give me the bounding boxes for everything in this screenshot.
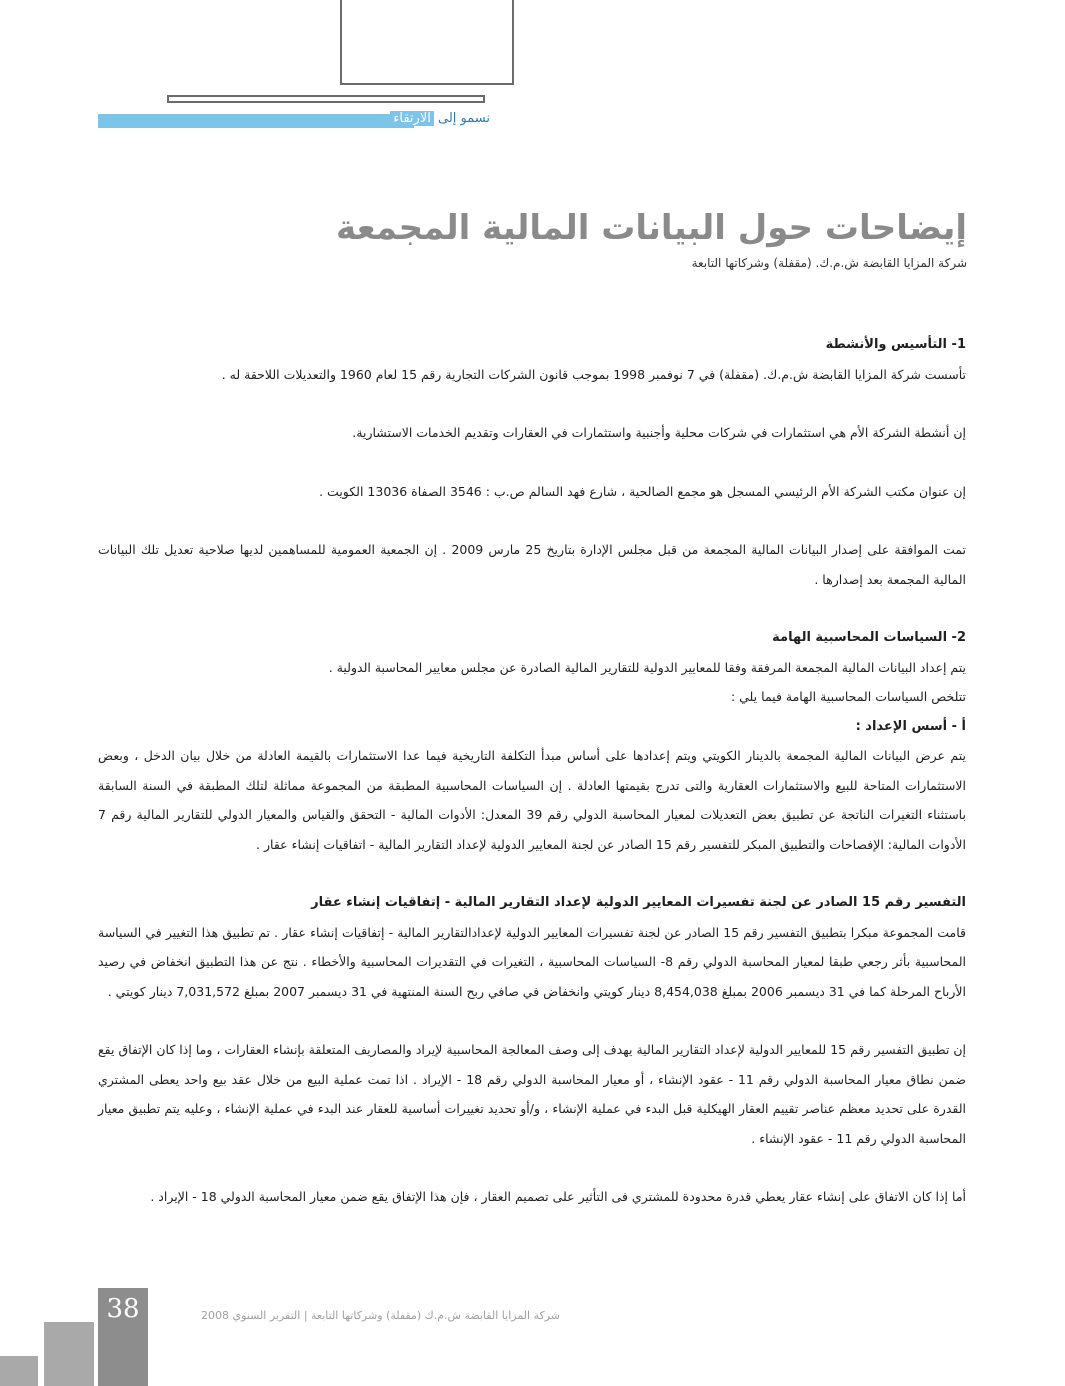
section-2a-heading: أ - أسس الإعداد :	[855, 718, 966, 734]
paragraph: أما إذا كان الاتفاق على إنشاء عقار يعطي قدرة محدودة للمشتري فى التأثير على تصميم العقار ، فإن هذا الإتفاق يقع ضمن معيار المحاسبة الدولي 18 - الإيراد .	[150, 1189, 966, 1204]
paragraph: إن أنشطة الشركة الأم هي استثمارات في شركات محلية وأجنبية واستثمارات في العقارات وتقديم الخدمات الاستشارية.	[352, 425, 966, 440]
decorative-frame-box	[340, 0, 514, 85]
section-1-heading: 1- التأسيس والأنشطة	[825, 337, 966, 352]
tagline-highlight: الارتقاء	[390, 111, 434, 126]
document-body	[98, 330, 966, 1212]
page-number: 38	[98, 1288, 148, 1386]
section-3-heading: التفسير رقم 15 الصادر عن لجنة تفسيرات المعايير الدولية لإعداد التقارير المالية - إتفاقيات إنشاء عقار	[311, 895, 966, 910]
paragraph: تأسست شركة المزايا القابضة ش.م.ك. (مقفلة) في 7 نوفمبر 1998 بموجب قانون الشركات التجارية رقم 15 لعام 1960 والتعديلات اللاحقة له .	[221, 366, 966, 382]
paragraph: تمت الموافقة على إصدار البيانات المالية المجمعة من قبل مجلس الإدارة بتاريخ 25 مارس 2009 . إن الجمعية العمومية للمساهمين لديها صلاحية تعديل تلك البيانات المالية المجمعة بعد إصدارها .	[98, 542, 966, 587]
decorative-frame-bar	[167, 95, 485, 103]
section-2-heading: 2- السياسات المحاسبية الهامة	[772, 630, 966, 645]
paragraph: إن عنوان مكتب الشركة الأم الرئيسي المسجل هو مجمع الصالحية ، شارع فهد السالم ص.ب : 3546 الصفاة 13036 الكويت .	[319, 483, 966, 499]
footer-text: شركة المزايا القابضة ش.م.ك (مقفلة) وشركاتها التابعة | التقرير السنوي 2008	[201, 1309, 560, 1322]
page-title: إيضاحات حول البيانات المالية المجمعة	[335, 208, 967, 248]
tagline	[330, 111, 490, 129]
paragraph: إن تطبيق التفسير رقم 15 للمعايير الدولية لإعداد التقارير المالية يهدف إلى وصف المعالجة المحاسبية لإيراد والمصاريف المتعلقة بإنشاء العقارات ، وما إذا كان الإتفاق يقع ضمن نطاق معيار المحاسبة الدولي رقم 11 - عقود الإنشاء ، أو معيار المحاسبة الدولي رقم 18 - الإيراد . اذا تمت عملية البيع من خلال عقد بيع واحد يعطى المشتري القدرة على تحديد معظم عناصر تقييم العقار الهيكلية قبل البدء في عملية الإنشاء ، و/أو تحديد تغييرات أساسية للعقار عند البدء في عملية الإنشاء ، وعليه يتم تطبيق معيار المحاسبة الدولي رقم 11 - عقود الإنشاء .	[98, 1042, 966, 1146]
paragraph: قامت المجموعة مبكرا بتطبيق التفسير رقم 15 الصادر عن لجنة تفسيرات المعايير الدولية لإعدادالتقارير المالية - إتفاقيات إنشاء عقار . تم تطبيق هذا التغيير في السياسة المحاسبية بأثر رجعي طبقا لمعيار المحاسبة الدولي رقم 8- السياسات المحاسبية ، التغيرات في التقديرات المحاسبية والأخطاء . نتج عن هذا التطبيق انخفاض في رصيد الأرباح المرحلة كما في 31 ديسمبر 2006 بمبلغ 8,454,038 دينار كويتي وانخفاض في صافي ربح السنة المنتهية في 31 ديسمبر 2007 بمبلغ 7,031,572 دينار كويتي .	[98, 924, 967, 999]
page-subtitle: شركة المزايا القابضة ش.م.ك. (مقفلة) وشركاتها التابعة	[691, 256, 967, 270]
tagline-prefix: نسمو إلى	[438, 111, 490, 126]
decorative-block	[0, 1356, 38, 1386]
paragraph: يتم عرض البيانات المالية المجمعة بالدينار الكويتي ويتم إعدادها على أساس مبدأ التكلفة التاريخية فيما عدا الاستثمارات بالقيمة العادلة من خلال بيان الدخل ، وبعض الاستثمارات المتاحة للبيع والاستثمارات العقارية والتى تدرج بقيمتها العادلة . إن السياسات المحاسبية المطبقة من المجموعة مماثلة لتلك المطبقة في السنة السابقة باستثناء التغيرات الناتجة عن تطبيق بعض التعديلات لمعيار المحاسبة الدولي رقم 39 المعدل: الأدوات المالية - التحقق والقياس والمعيار الدولي للتقارير المالية رقم 7 الأدوات المالية: الإفصاحات والتطبيق المبكر للتفسير رقم 15 الصادر عن لجنة المعايير الدولية لإعداد التقارير المالية - اتفاقيات إنشاء عقار .	[98, 748, 966, 852]
paragraph: يتم إعداد البيانات المالية المجمعة المرفقة وفقا للمعايير الدولية للتقارير المالية الصادرة عن مجلس معايير المحاسبة الدولية .	[328, 659, 966, 675]
paragraph: تتلخص السياسات المحاسبية الهامة فيما يلي :	[730, 689, 966, 704]
decorative-block	[44, 1322, 94, 1386]
